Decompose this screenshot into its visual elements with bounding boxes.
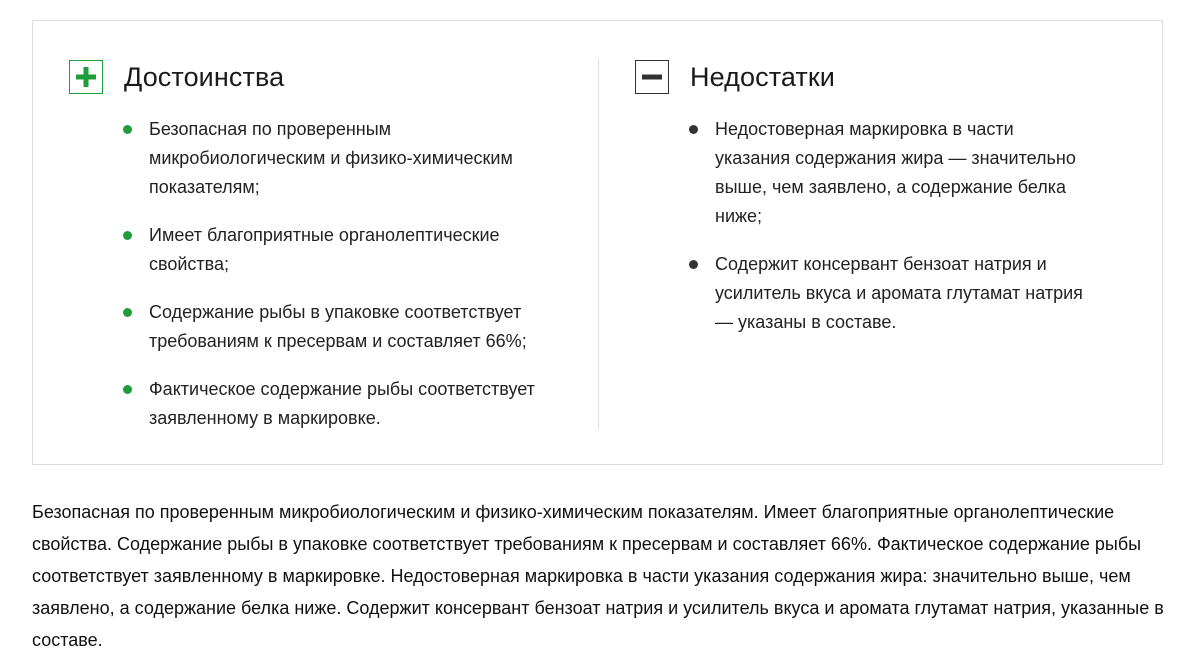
cons-item-text: Недостоверная маркировка в части указания содержания жира — значительно выше, чем заявлено, а содержание белка ниже; bbox=[715, 119, 1076, 226]
list-item bbox=[123, 375, 563, 433]
list-item bbox=[689, 250, 1089, 337]
pros-list bbox=[123, 115, 563, 452]
bullet-icon bbox=[689, 260, 698, 269]
cons-header bbox=[635, 58, 835, 96]
pros-title: Достоинства bbox=[124, 61, 285, 92]
list-item bbox=[123, 115, 563, 202]
cons-item-text: Содержит консервант бензоат натрия и усилитель вкуса и аромата глутамат натрия — указаны в составе. bbox=[715, 254, 1083, 332]
plus-icon bbox=[69, 60, 103, 94]
bullet-icon bbox=[123, 308, 132, 317]
list-item bbox=[689, 115, 1089, 231]
pros-item-text: Фактическое содержание рыбы соответствует заявленному в маркировке. bbox=[149, 379, 535, 428]
pros-item-text: Содержание рыбы в упаковке соответствует требованиям к пресервам и составляет 66%; bbox=[149, 302, 527, 351]
bullet-icon bbox=[123, 231, 132, 240]
cons-list bbox=[689, 115, 1089, 356]
pros-header bbox=[69, 58, 284, 96]
bullet-icon bbox=[689, 125, 698, 134]
pros-item-text: Имеет благоприятные органолептические свойства; bbox=[149, 225, 500, 274]
bullet-icon bbox=[123, 125, 132, 134]
list-item bbox=[123, 221, 563, 279]
pros-item-text: Безопасная по проверенным микробиологическим и физико-химическим показателям; bbox=[149, 119, 513, 197]
column-divider bbox=[598, 58, 599, 430]
cons-title: Недостатки bbox=[690, 61, 835, 92]
bullet-icon bbox=[123, 385, 132, 394]
summary-paragraph: Безопасная по проверенным микробиологическим и физико-химическим показателям. Имеет благоприятные органолептические свойства. Содержание рыбы в упаковке соответствует требованиям к пресервам и составляет 66%. Фактическое содержание рыбы соответствует заявленному в маркировке. Недостоверная маркировка в части указания содержания жира: значительно выше, чем заявлено, а содержание белка ниже. Содержит консервант бензоат натрия и усилитель вкуса и аромата глутамат натрия, указанные в составе. bbox=[32, 502, 1164, 650]
list-item bbox=[123, 298, 563, 356]
pros-cons-box bbox=[32, 20, 1163, 465]
minus-icon bbox=[635, 60, 669, 94]
